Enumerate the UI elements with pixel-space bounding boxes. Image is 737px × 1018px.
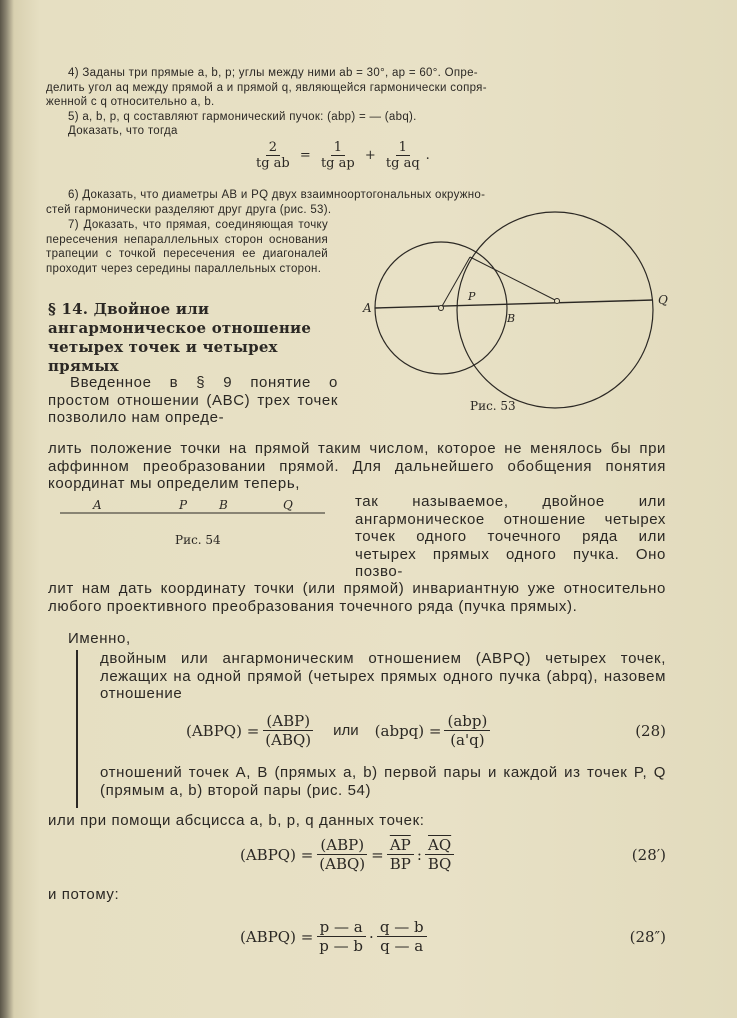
eq-number: (28) <box>635 721 666 740</box>
equation-28 <box>186 712 666 749</box>
exercise-4 <box>46 66 658 139</box>
frac-den: BP <box>389 855 411 873</box>
frac-num: $\overline{AQ}$ <box>425 836 454 855</box>
frac-num: (abp) <box>444 712 490 731</box>
eq28-lhs2: (abpq) = <box>374 721 442 740</box>
frac-num: 1 <box>331 140 345 156</box>
para1-right: так называемое, двойное или ангармоническое отношение четырех точек одного точечного ряда или четырех прямых одного пучка. Оно позво- <box>355 493 666 580</box>
figure-53 <box>360 200 700 415</box>
imenno: Именно, <box>68 630 131 647</box>
period: . <box>425 148 430 163</box>
figure-54 <box>55 495 330 525</box>
dot: · <box>369 927 374 946</box>
eq28-or: или <box>333 722 359 739</box>
frac-num: p — a <box>317 918 366 937</box>
figure-53-caption: Рис. 53 <box>470 399 516 413</box>
ex6-line2: стей гармонически разделяют друг друга (рис. 53). <box>46 203 332 216</box>
frac-den: BQ <box>427 855 452 873</box>
frac-den: p — b <box>319 937 364 955</box>
frac-num: 2 <box>266 140 280 156</box>
radius-large <box>470 257 557 301</box>
frac-den: tg ap <box>320 156 355 171</box>
frac-num: (ABP) <box>317 836 367 855</box>
exercise-7: 7) Доказать, что прямая, соединяющая точку пересечения непараллельных сторон основания трапеции с точкой пересечения ее диагоналей проходит через середины параллельных сторон. <box>46 219 328 275</box>
frac-num: 1 <box>396 140 410 156</box>
figure-54-caption: Рис. 54 <box>175 533 221 547</box>
label-P: P <box>468 290 476 303</box>
fig54-label-P: P <box>179 498 188 512</box>
frac-num: $\overline{AP}$ <box>387 836 414 855</box>
center-large <box>555 299 560 304</box>
frac-den: tg ab <box>256 156 290 171</box>
fig54-label-B: B <box>219 498 228 512</box>
frac-den: (ABQ) <box>265 731 312 749</box>
section-title: § 14. Двойное или ангармоническое отношение четырех точек и четырех прямых <box>48 300 312 375</box>
frac-den: (a'q) <box>450 731 485 749</box>
frac-den: (ABQ) <box>319 855 366 873</box>
para1-wide: лить положение точки на прямой таким числом, которое не менялось бы при аффинном преобразовании прямой. Для дальнейшего обобщения понятия координат мы определим теперь, <box>48 440 666 492</box>
label-Q: Q <box>658 293 668 307</box>
equals: = <box>371 845 384 864</box>
diameter-line <box>375 300 653 308</box>
label-B: B <box>507 312 516 325</box>
potomu-text: и потому: <box>48 886 120 903</box>
abscissa-text: или при помощи абсцисса a, b, p, q данных точек: <box>48 812 425 829</box>
eq-lhs: (ABPQ) = <box>240 927 314 946</box>
eq28-lhs: (ABPQ) = <box>186 721 260 740</box>
center-small <box>439 306 444 311</box>
ex5-line2: Доказать, что тогда <box>68 125 178 137</box>
definition-2: отношений точек A, B (прямых a, b) первой пары и каждой из точек P, Q (прямым a, b) второй пары (рис. 54) <box>100 764 666 799</box>
ex6-line1: 6) Доказать, что диаметры AB и PQ двух взаимноортогональных окружно- <box>68 189 486 201</box>
eq-number: (28′) <box>631 845 666 864</box>
eq-lhs: (ABPQ) = <box>240 845 314 864</box>
ex4-line2: делить угол aq между прямой a и прямой q, являющейся гармонически сопря- <box>46 81 487 94</box>
ex4-line3: женной с q относительно a, b. <box>46 96 215 108</box>
frac-den: tg aq <box>385 156 420 171</box>
equation-28-prime <box>240 836 666 873</box>
eq-number: (28″) <box>629 927 666 946</box>
equals: = <box>299 148 311 163</box>
large-circle <box>457 212 653 408</box>
frac-num: q — b <box>377 918 427 937</box>
label-A: A <box>363 301 372 315</box>
radius-small <box>441 257 470 308</box>
ex5-formula <box>250 140 430 171</box>
margin-bar <box>76 650 78 808</box>
para1-end: лит нам дать координату точки (или прямой) инвариантную уже относительно любого проективного преобразования точечного ряда (пучка прямых). <box>48 580 666 615</box>
equation-28-double-prime <box>240 918 666 955</box>
fig54-label-A: A <box>93 498 102 512</box>
frac-den: q — a <box>380 937 424 955</box>
colon: : <box>416 845 422 864</box>
ex5-line1: 5) a, b, p, q составляют гармонический пучок: (abp) = — (abq). <box>68 110 417 123</box>
definition-1: двойным или ангармоническим отношением (ABPQ) четырех точек, лежащих на одной прямой (четырех прямых одного пучка (abpq), назовем отношение <box>100 650 666 702</box>
para1-narrow: Введенное в § 9 понятие о простом отношении (ABC) трех точек позволило нам опреде- <box>48 374 338 426</box>
plus: + <box>364 148 376 163</box>
frac-num: (ABP) <box>263 712 313 731</box>
ex4-line1: 4) Заданы три прямые a, b, p; углы между ними ab = 30°, ap = 60°. Опре- <box>68 67 478 79</box>
fig54-label-Q: Q <box>283 498 293 512</box>
